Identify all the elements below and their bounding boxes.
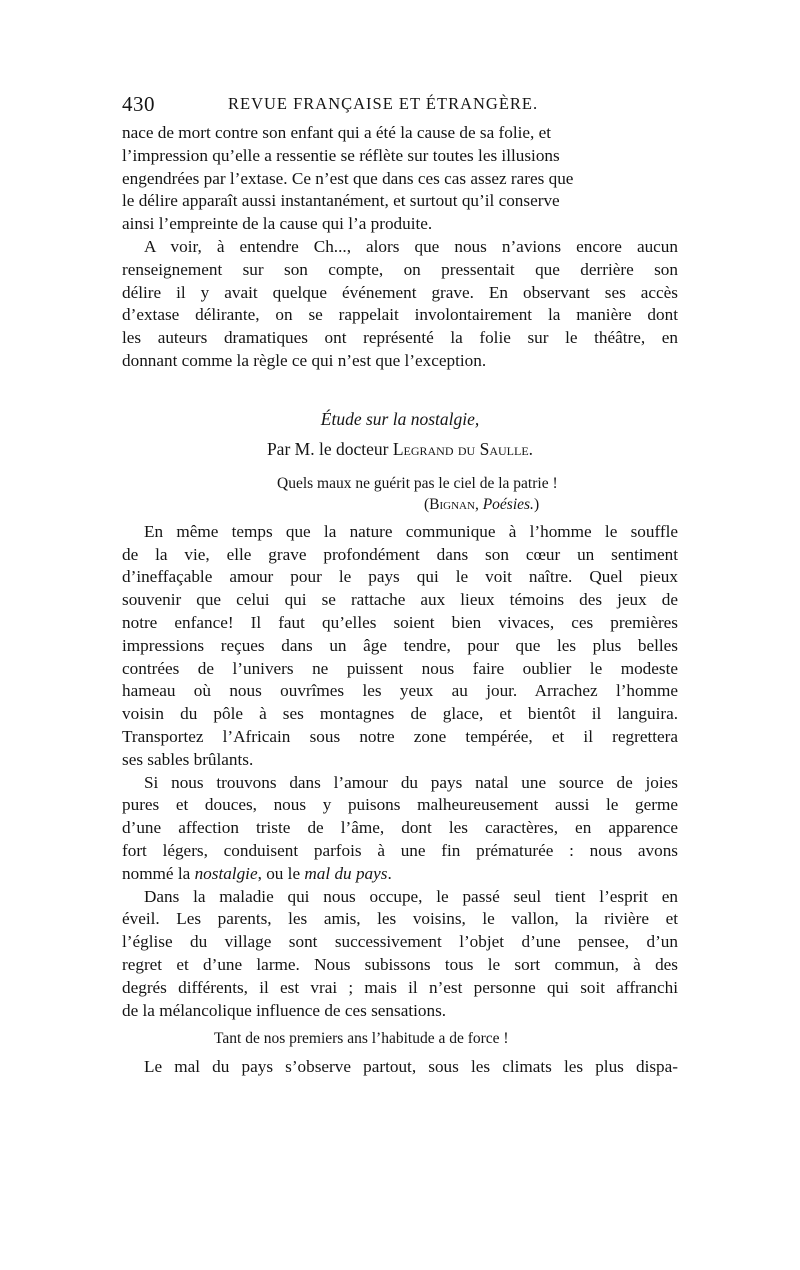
text-line: les auteurs dramatiques ont représenté la folie sur le théâtre, en xyxy=(122,328,678,348)
epigraph-paren-open: ( xyxy=(424,495,430,513)
epigraph-author: Bignan xyxy=(429,495,475,513)
epigraph-separator: , xyxy=(474,495,483,513)
author-name: Legrand du Saulle. xyxy=(392,438,534,459)
text-line: l’église du village sont successivement l’objet d’une pensee, d’un xyxy=(122,932,678,952)
text-line: hameau où nous ouvrîmes les yeux au jour. Arrachez l’homme xyxy=(122,681,678,701)
text-line: notre enfance! Il faut qu’elles soient bien vivaces, ces premières xyxy=(122,612,678,632)
text-run: nommé la xyxy=(122,863,195,883)
text-line: contrées de l’univers ne puissent nous faire oublier le modeste xyxy=(122,658,678,678)
text-line: le délire apparaît aussi instantanément, et surtout qu’il conserve xyxy=(122,191,560,211)
epigraph-paren-close: ) xyxy=(533,495,540,513)
final-paragraph xyxy=(122,1056,678,1079)
body-paragraph-1 xyxy=(122,521,678,772)
text-line: regret et d’une larme. Nous subissons tous le sort commun, à des xyxy=(122,954,678,974)
text-line: délire il y avait quelque événement grave. En observant ses accès xyxy=(122,282,678,302)
text-line: pures et douces, nous y puisons malheureusement aussi le germe xyxy=(122,795,678,815)
text-line: ainsi l’empreinte de la cause qui l’a produite. xyxy=(122,214,433,234)
text-line: A voir, à entendre Ch..., alors que nous n’avions encore aucun xyxy=(144,236,678,256)
epigraph-source xyxy=(122,494,678,515)
text-line: renseignement sur son compte, on pressentait que derrière son xyxy=(122,259,678,279)
journal-title: REVUE FRANÇAISE ET ÉTRANGÈRE. xyxy=(228,94,539,113)
text-run: . xyxy=(387,863,392,883)
epigraph-quote: Quels maux ne guérit pas le ciel de la patrie ! xyxy=(277,474,558,492)
text-line: impressions reçues dans un âge tendre, pour que les plus belles xyxy=(122,635,678,655)
text-line xyxy=(122,863,678,886)
text-line: d’une affection triste de l’âme, dont les caractères, en apparence xyxy=(122,818,678,838)
epigraph-work: Poésies. xyxy=(482,495,534,513)
section-title: Étude sur la nostalgie, xyxy=(320,408,480,429)
text-line: l’impression qu’elle a ressentie se réflète sur toutes les illusions xyxy=(122,145,560,165)
text-run: , ou le xyxy=(257,863,305,883)
book-page xyxy=(122,92,678,1079)
body-paragraph-3 xyxy=(122,886,678,1023)
text-line: Transportez l’Africain sous notre zone tempérée, et il regrettera xyxy=(122,726,678,746)
page-number: 430 xyxy=(122,92,155,116)
text-line: Si nous trouvons dans l’amour du pays natal une source de joies xyxy=(144,772,678,792)
text-line: degrés différents, il est vrai ; mais il n’est personne qui soit affranchi xyxy=(122,977,678,997)
text-line: donnant comme la règle ce qui n’est que l’exception. xyxy=(122,350,487,370)
text-line: ses sables brûlants. xyxy=(122,749,254,769)
text-line: de la vie, elle grave profondément dans son cœur un sentiment xyxy=(122,544,678,564)
text-line: fort légers, conduisent parfois à une fin prématurée : nous avons xyxy=(122,840,678,860)
text-line: En même temps que la nature communique à l’homme le souffle xyxy=(144,521,678,541)
term-nostalgie: nostalgie xyxy=(194,863,258,883)
text-line: d’ineffaçable amour pour le pays qui le voit naître. Quel pieux xyxy=(122,567,678,587)
verse-quote: Tant de nos premiers ans l’habitude a de force ! xyxy=(214,1030,509,1048)
text-line: souvenir que celui qui se rattache aux lieux témoins des jeux de xyxy=(122,590,678,610)
text-line: Le mal du pays s’observe partout, sous les climats les plus dispa- xyxy=(144,1057,678,1077)
text-line: de la mélancolique influence de ces sensations. xyxy=(122,1000,447,1020)
text-line: Dans la maladie qui nous occupe, le passé seul tient l’esprit en xyxy=(144,886,678,906)
opening-paragraph xyxy=(122,122,678,236)
text-line: engendrées par l’extase. Ce n’est que dans ces cas assez rares que xyxy=(122,168,574,188)
text-line: d’extase délirante, on se rappelait involontairement la manière dont xyxy=(122,305,678,325)
section-author xyxy=(122,437,678,461)
text-line: éveil. Les parents, les amis, les voisins, le vallon, la rivière et xyxy=(122,909,678,929)
second-paragraph xyxy=(122,236,678,373)
text-line: nace de mort contre son enfant qui a été la cause de sa folie, et xyxy=(122,123,552,142)
term-mal-du-pays: mal du pays xyxy=(304,863,388,883)
body-paragraph-2 xyxy=(122,772,678,886)
author-prefix: Par M. le docteur xyxy=(266,438,393,459)
running-head xyxy=(122,92,678,120)
text-line: voisin du pôle à ses montagnes de glace, et bientôt il languira. xyxy=(122,704,678,724)
